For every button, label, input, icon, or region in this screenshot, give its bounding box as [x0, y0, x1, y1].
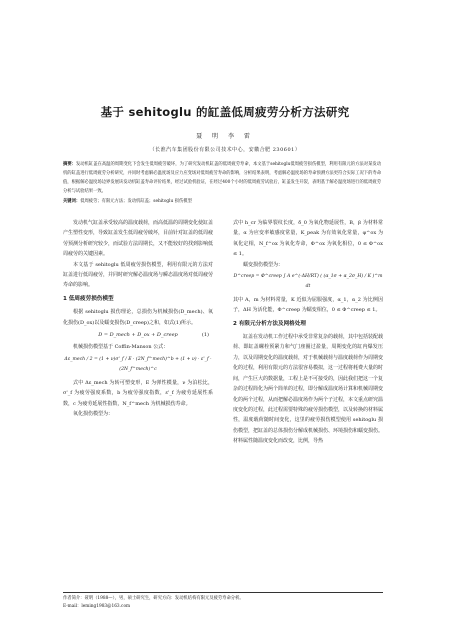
abstract-text: 发动机缸盖在高温的周期变化下会发生低周疲劳破坏，为了研究发动机缸盖的低周疲劳寿命，本文基于sehitoglu低周疲劳损伤模型，利用有限元的方法对某发动机的缸盖进行低周疲劳分析研究，并同时考虑解必温度场及应力应变场对低周疲劳寿命的影响，分析结果表明，考虑解必温度场的寿命预测方法更符合实际工况下的寿命值，根据解必温度场边界发展该发动机缸盖寿命评价结果，经过试验机验证，在经过400个小时的低周疲劳试验后，缸盖发生开裂，表明基于解必温度场进行的低周疲劳分析与试验结果一致。 — [63, 162, 381, 194]
section-heading: 1 低周疲劳损伤模型 — [63, 295, 114, 302]
equation — [63, 330, 213, 340]
affiliation: （长淮汽车集团股份有限公司技术中心，安徽合肥 230601） — [149, 147, 301, 153]
abstract — [63, 160, 381, 196]
keywords — [63, 197, 381, 206]
equation-body: D = D_mech + D_ox + D_creep — [98, 332, 178, 339]
paragraph: 蠕变损伤模型为： — [243, 261, 284, 268]
paragraph: 式中 h_cr 为临界裂纹长度，δ_0 为氧化物延展性，B，β 为材料常量，α 为应变率敏感度常量，K_peak 为有效氧化常量，φ^ox 为氧化定相，N_f^ox 为氧化寿命，Φ^ox 为氧化相位，0 ≤ Φ^ox ≤ 1。 — [233, 220, 383, 258]
paragraph: 式中 Δε_mech 为转可塑变形，E 为弹性模量，ν 为泊松比，σ'_f 为疲劳强度系数，b 为疲劳强度指数，ε'_f 为疲劳延展性系数，c 为疲劳延展性指数，N_f^mech 为机械损伤寿命。 — [63, 379, 213, 407]
paragraph: 氧化损伤模型为： — [73, 410, 114, 417]
equation: D^creep = Φ^creep ∫ A e^(-ΔH/RT) ( (α_1σ + α_2σ_H) / K )^m dt — [233, 274, 383, 290]
paper-title: 基于 sehitoglu 的缸盖低周疲劳分析方法研究 — [100, 105, 350, 119]
footnote-email: E-mail：leming1983@163.com — [63, 604, 131, 609]
abstract-label: 摘要： — [63, 162, 76, 167]
footnote-author: 作者简介：聂明（1988—），男，硕士研究生，研究方向：发动机结构有限元及疲劳寿命分析。 — [63, 596, 244, 601]
keywords-text: 低周疲劳；有限元方法；发动机缸盖；sehitoglu 损伤模型 — [80, 199, 192, 204]
paragraph: 机械损伤模型基于 Coffin-Manson 公式： — [73, 344, 169, 351]
right-column — [233, 218, 383, 447]
authors: 聂 明 李 雷 — [196, 133, 254, 140]
paragraph: 根据 sehitoglu 损伤理论，总损伤为机械损伤(D_mech)、氧化损伤(D_ox)以及蠕变损伤(D_creep)之和，如式(1)所示。 — [63, 309, 213, 326]
keywords-label: 关键词： — [63, 199, 81, 204]
equation-number: (1) — [201, 332, 209, 339]
paragraph: 缸盖在发动机工作过程中承受非常复杂的载荷，其中包括装配载荷、即缸盖螺栓预紧力和气门座圈过盈量，周期变化的缸内爆发压力，以及周期变化的温度载荷，对于机械载荷与温度载荷作为周期变化的过程，利用有限元的方法很容易模拟，这一过程将耗费大量的时间，产生巨大的数据量，工程上是不可接受的，因此我们把这一个复杂的过程简化为两个简单的过程，即分解成温度场计算和机械周期变化的两个过程，从而把解必温度场作为两个子过程，本文重点研究温度变化的过程，此过程需要特殊的疲劳损伤模型，以及转换的材料属性，温度载荷随时间变化，这里的疲劳损伤模型使用 sehitoglu 损伤模型，把缸盖的总体损伤分解成机械损伤、环境损伤和蠕变损伤。材料属性随温度变化而改变，比例，导热 — [233, 334, 384, 445]
paragraph: 其中 A，m 为材料常量，K 近似为屈服强度，α_1，α_2 为比例因子，ΔH 为活化能，Φ^creep 为蠕变相位，0 ≤ Φ^creep ≤ 1。 — [233, 296, 383, 314]
left-column — [63, 218, 213, 419]
paragraph: 本文基于 sehitoglu 低周疲劳损伤模型，利用有限元的方法对缸盖进行低周疲劳，并同时研究解必温度场与瞬态温度场对低周疲劳寿命的影响。 — [63, 261, 214, 289]
equation: Δε_mech / 2 = (1 + ν)σ'_f / E · (2N_f^mech)^b + (1 + ν) · ε'_f · (2N_f^mech)^c — [64, 356, 212, 373]
footnote — [63, 592, 383, 611]
paragraph: 发动机气缸盖承受较高的温度载荷，而高低温的周期变化使缸盖产生塑性变形，导致缸盖发生低周疲劳破坏，目前针对缸盖的低周疲劳预测分析研究较少，而试验方法周期长，又不能较好的找到影响低周疲劳的关键因素。 — [63, 220, 214, 258]
section-heading: 2 有限元分析方法及网格处理 — [233, 320, 306, 327]
